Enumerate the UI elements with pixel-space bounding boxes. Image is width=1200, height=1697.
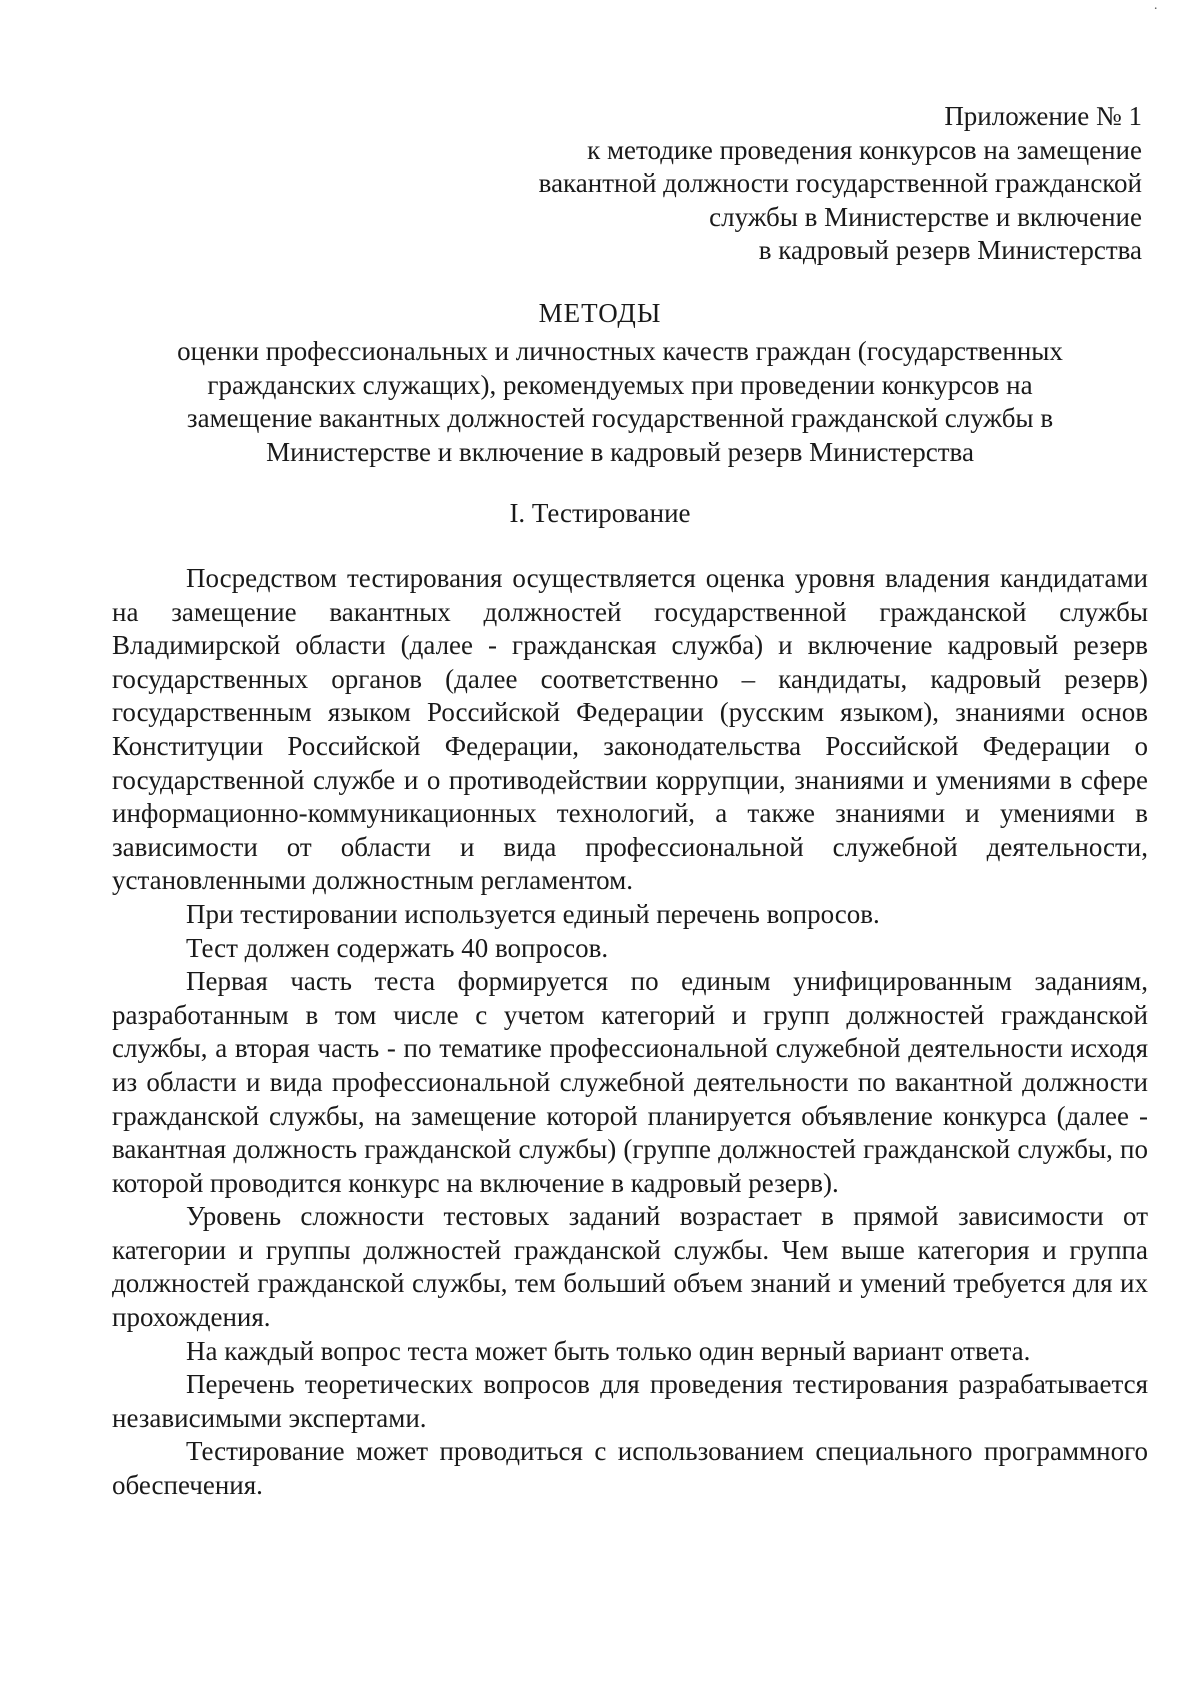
subtitle-line: оценки профессиональных и личностных качеств граждан (государственных	[177, 336, 1063, 366]
subtitle-line: Министерстве и включение в кадровый резерв Министерства	[266, 436, 974, 467]
paragraph: Посредством тестирования осуществляется оценка уровня владения кандидатами на замещение вакантных должностей государственной гражданской службы Владимирской области (далее - гражданская служба) и включение кадровый резерв государственных органов (далее соответственно – кандидаты, кадровый резерв) государственным языком Российской Федерации (русским языком), знаниями основ Конституции Российской Федерации, законодательства Российской Федерации о государственной службе и о противодействии коррупции, знаниями и умениями в сфере информационно-коммуникационных технологий, а также знаниями и умениями в зависимости от области и вида профессиональной служебной деятельности, установленными должностным регламентом.	[112, 563, 1148, 896]
paragraph: Перечень теоретических вопросов для проведения тестирования разрабатывается независимыми экспертами.	[112, 1369, 1148, 1433]
appendix-line: вакантной должности государственной гражданской	[538, 168, 1142, 198]
paragraph: На каждый вопрос теста может быть только один верный вариант ответа.	[186, 1335, 1031, 1366]
appendix-line: к методике проведения конкурсов на замещение	[587, 134, 1142, 165]
paragraph: Тест должен содержать 40 вопросов.	[186, 932, 609, 963]
appendix-header	[442, 100, 1142, 268]
appendix-line: службы в Министерстве и включение	[709, 201, 1142, 232]
document-subtitle	[140, 335, 1100, 469]
section-body	[112, 562, 1148, 1503]
subtitle-line: гражданских служащих), рекомендуемых при проведении конкурсов на	[207, 369, 1033, 400]
paragraph: Тестирование может проводиться с использованием специального программного обеспечения.	[112, 1436, 1148, 1501]
subtitle-line: замещение вакантных должностей государственной гражданской службы в	[186, 403, 1054, 433]
scan-mark: ·	[1153, 2, 1158, 17]
paragraph: Уровень сложности тестовых заданий возрастает в прямой зависимости от категории и группы должностей гражданской службы. Чем выше категория и группа должностей гражданской службы, тем больший объем знаний и умений требуется для их прохождения.	[112, 1201, 1148, 1333]
section-heading: I. Тестирование	[509, 498, 691, 528]
paragraph: При тестировании используется единый перечень вопросов.	[186, 898, 880, 929]
document-title: МЕТОДЫ	[538, 298, 662, 328]
appendix-line: Приложение № 1	[944, 101, 1142, 131]
appendix-line: в кадровый резерв Министерства	[758, 235, 1142, 265]
paragraph: Первая часть теста формируется по единым унифицированным заданиям, разработанным в том числе с учетом категорий и групп должностей гражданской службы, а вторая часть - по тематике профессиональной служебной деятельности исходя из области и вида профессиональной служебной деятельности по вакантной должности гражданской службы, на замещение которой планируется объявление конкурса (далее - вакантная должность гражданской службы) (группе должностей гражданской службы, по которой проводится конкурс на включение в кадровый резерв).	[112, 966, 1148, 1198]
